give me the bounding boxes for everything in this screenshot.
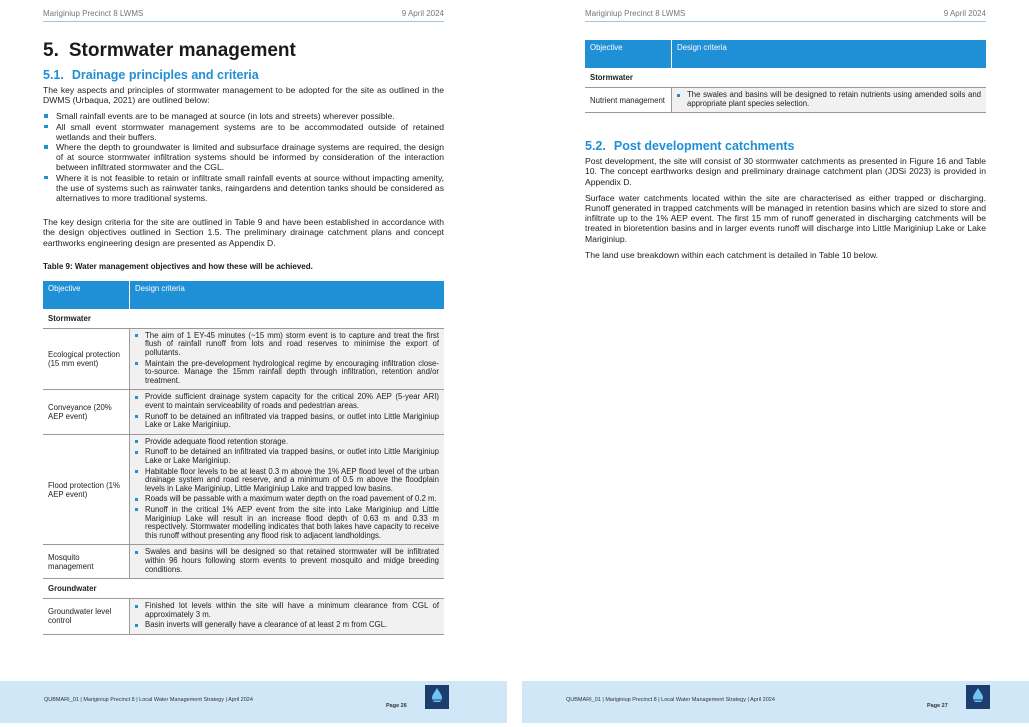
criteria-cell xyxy=(130,545,445,579)
running-header xyxy=(43,9,444,22)
list-item: Finished lot levels within the site will have a minimum clearance from CGL of approximately 3 m. xyxy=(135,602,439,619)
table-row xyxy=(43,545,444,579)
design-criteria-paragraph: The key design criteria for the site are outlined in Table 9 and have been established in accordance with the design objectives outlined in Section 1.5. The preliminary drainage catchment plans and concept earthworks engineering design are presented as Appendix D. xyxy=(43,217,444,248)
objective-cell: Flood protection (1% AEP event) xyxy=(43,434,130,545)
footer-text: QUBMARI_01 | Mariginiup Precinct 8 | Local Water Management Strategy | April 2024 xyxy=(566,697,775,703)
page-footer xyxy=(0,681,507,723)
header-doc-title: Mariginiup Precinct 8 LWMS xyxy=(585,9,686,18)
page-number: Page 26 xyxy=(386,703,407,709)
page-number: Page 27 xyxy=(927,703,948,709)
table-row xyxy=(43,328,444,390)
section-heading: 5. Stormwater management xyxy=(43,40,296,61)
running-header xyxy=(585,9,986,22)
criteria-cell xyxy=(130,390,445,434)
intro-paragraph: The key aspects and principles of stormwater management to be adopted for the site as outlined in the DWMS (Urbaqua, 2021) are outlined below: xyxy=(43,85,444,106)
list-item: All small event stormwater management systems are to be accommodated outside of retained wetlands and their buffers. xyxy=(43,122,444,142)
criteria-cell xyxy=(130,599,445,635)
paragraph: Surface water catchments located within the site are characterised as either trapped or discharging. Runoff generated in trapped catchments will be managed in retention basins which are sized to store and infiltrate up to the 1% AEP event. The first 15 mm of runoff generated in discharging catchments will be treated in bioretention basins and in larger events runoff will discharge into Little Mariginiup Lake or Lake Mariginiup. xyxy=(585,192,986,244)
table-section-row: Groundwater xyxy=(43,579,444,599)
principles-list xyxy=(43,111,444,203)
company-logo-icon xyxy=(966,685,990,709)
objective-cell: Groundwater level control xyxy=(43,599,130,635)
page-26 xyxy=(0,0,507,727)
list-item: Basin inverts will generally have a clearance of at least 2 m from CGL. xyxy=(135,621,439,630)
criteria-table-continued xyxy=(585,40,986,113)
list-item: Swales and basins will be designed so that retained stormwater will be infiltrated within 96 hours following storm events to prevent mosquito and midge breeding conditions. xyxy=(135,548,439,574)
page-gutter xyxy=(507,0,522,727)
paragraph: The land use breakdown within each catchment is detailed in Table 10 below. xyxy=(585,249,879,260)
list-item: The aim of 1 EY-45 minutes (~15 mm) storm event is to capture and treat the first flush of rainfall runoff from lots and road reserves to minimise the export of pollutants. xyxy=(135,332,439,358)
criteria-cell xyxy=(130,328,445,390)
criteria-cell xyxy=(130,434,445,545)
header-date: 9 April 2024 xyxy=(943,9,986,18)
table-caption: Table 9: Water management objectives and how these will be achieved. xyxy=(43,261,313,271)
criteria-table xyxy=(43,281,444,635)
header-date: 9 April 2024 xyxy=(401,9,444,18)
list-item: Runoff in the critical 1% AEP event from the site into Lake Mariginiup and Little Mariginiup Lake will result in an increase flood depth of 0.63 m and 0.33 m respectively. Stormwater modelling indicates that both lakes have capacity to receive this runoff without presenting any flood risk to adjacent landholdings. xyxy=(135,506,439,540)
paragraph: Post development, the site will consist of 30 stormwater catchments as presented in Figure 16 and Table 10. The concept earthworks design and preliminary drainage catchment plan (JDSi 2023) is provided in Appendix D. xyxy=(585,156,986,187)
list-item: Where the depth to groundwater is limited and subsurface drainage systems are required, the design of at source stormwater infiltration systems should be informed by consideration of the interaction between infiltrated stormwater and the CGL. xyxy=(43,142,444,173)
objective-cell: Conveyance (20% AEP event) xyxy=(43,390,130,434)
list-item: Maintain the pre-development hydrological regime by encouraging infiltration close-to-source. Manage the 15mm rainfall depth through infiltration, retention and/or treatment. xyxy=(135,360,439,386)
company-logo-icon xyxy=(425,685,449,709)
list-item: Provide sufficient drainage system capacity for the critical 20% AEP (5-year ARI) event to maintain serviceability of roads and pedestrian areas. xyxy=(135,393,439,410)
header-doc-title: Mariginiup Precinct 8 LWMS xyxy=(43,9,144,18)
objective-cell: Nutrient management xyxy=(585,88,672,113)
col-criteria-header: Design criteria xyxy=(672,40,987,68)
list-item: The swales and basins will be designed to retain nutrients using amended soils and appropriate plant species selection. xyxy=(677,91,981,108)
page-27 xyxy=(522,0,1029,727)
col-objective-header: Objective xyxy=(43,281,130,309)
table-row xyxy=(43,599,444,635)
list-item: Runoff to be detained an infiltrated via trapped basins, or outlet into Little Mariginiup Lake or Lake Mariginiup. xyxy=(135,448,439,465)
list-item: Runoff to be detained an infiltrated via trapped basins, or outlet into Little Mariginiup Lake or Lake Mariginiup. xyxy=(135,413,439,430)
page-footer xyxy=(522,681,1029,723)
col-objective-header: Objective xyxy=(585,40,672,68)
table-row xyxy=(43,390,444,434)
table-row xyxy=(585,88,986,113)
objective-cell: Mosquito management xyxy=(43,545,130,579)
criteria-cell xyxy=(672,88,987,113)
subsection-heading-5-1: 5.1. Drainage principles and criteria xyxy=(43,68,259,82)
subsection-heading-5-2: 5.2. Post development catchments xyxy=(585,139,795,154)
footer-text: QUBMARI_01 | Mariginiup Precinct 8 | Local Water Management Strategy | April 2024 xyxy=(44,697,253,703)
list-item: Provide adequate flood retention storage. xyxy=(135,438,439,447)
col-criteria-header: Design criteria xyxy=(130,281,445,309)
list-item: Small rainfall events are to be managed at source (in lots and streets) wherever possible. xyxy=(43,111,444,121)
list-item: Habitable floor levels to be at least 0.3 m above the 1% AEP flood level of the urban drainage system and road reserve, and a minimum of 0.5 m above the floodplain levels in Lake Mariginiup, Little Mariginiup Lake and trapped low basins. xyxy=(135,468,439,494)
page-content xyxy=(43,40,444,635)
page-content xyxy=(585,40,986,266)
objective-cell: Ecological protection (15 mm event) xyxy=(43,328,130,390)
table-row xyxy=(43,434,444,545)
table-section-row: Stormwater xyxy=(43,309,444,329)
list-item: Where it is not feasible to retain or infiltrate small rainfall events at source without impacting amenity, the use of systems such as rainwater tanks, raingardens and detention tanks should be considered as alternatives to more traditional systems. xyxy=(43,173,444,204)
table-section-row: Stormwater xyxy=(585,68,986,88)
list-item: Roads will be passable with a maximum water depth on the road pavement of 0.2 m. xyxy=(135,495,439,504)
